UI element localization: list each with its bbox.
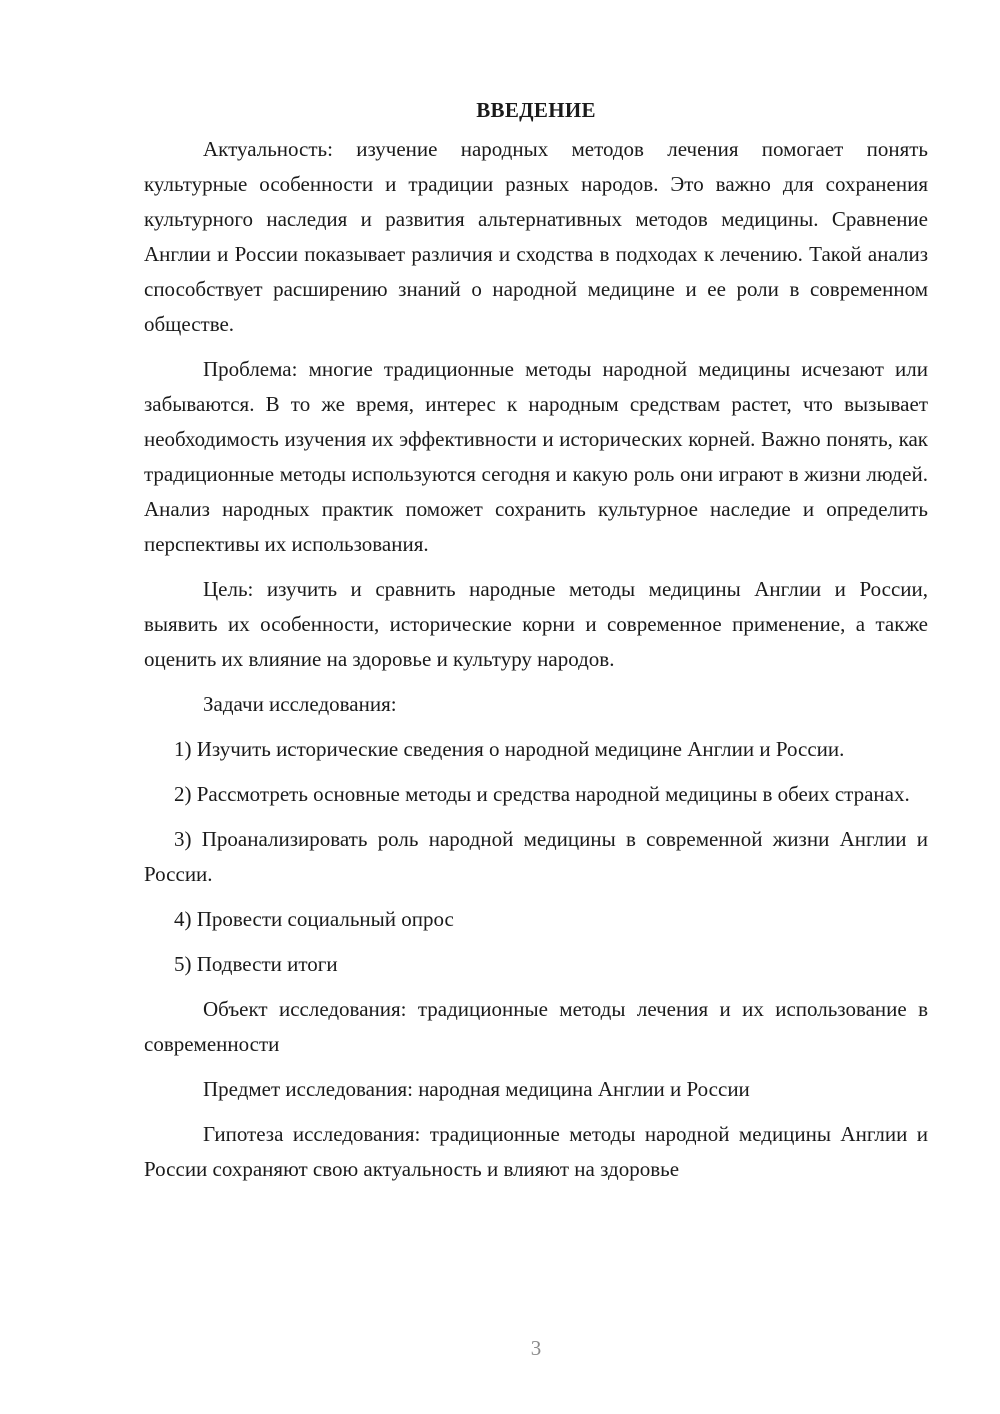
- relevance-paragraph: Актуальность: изучение народных методов лечения помогает понять культурные особенности и традиции разных народов. Это важно для сохранения культурного наследия и развития альтернативных методов медицины. Сравнение Англии и России показывает различия и сходства в подходах к лечению. Такой анализ способствует расширению знаний о народной медицине и ее роли в современном обществе.: [144, 137, 928, 336]
- task-item-4: 4) Провести социальный опрос: [174, 907, 454, 931]
- problem-paragraph: Проблема: многие традиционные методы народной медицины исчезают или забываются. В то же время, интерес к народным средствам растет, что вызывает необходимость изучения их эффективности и исторических корней. Важно понять, как традиционные методы используются сегодня и какую роль они играют в жизни людей. Анализ народных практик поможет сохранить культурное наследие и определить перспективы их использования.: [144, 357, 928, 556]
- task-item-2: 2) Рассмотреть основные методы и средства народной медицины в обеих странах.: [174, 782, 910, 806]
- hypothesis-paragraph: Гипотеза исследования: традиционные методы народной медицины Англии и России сохраняют свою актуальность и влияют на здоровье: [144, 1122, 928, 1181]
- task-item-5: 5) Подвести итоги: [174, 952, 338, 976]
- task-item-3: 3) Проанализировать роль народной медицины в современной жизни Англии и России.: [144, 827, 928, 886]
- tasks-title: Задачи исследования:: [203, 692, 397, 716]
- goal-paragraph: Цель: изучить и сравнить народные методы медицины Англии и России, выявить их особенности, исторические корни и современное применение, а также оценить их влияние на здоровье и культуру народов.: [144, 577, 928, 671]
- page-content: [144, 92, 928, 1187]
- object-paragraph: Объект исследования: традиционные методы лечения и их использование в современности: [144, 997, 928, 1056]
- subject-paragraph: Предмет исследования: народная медицина Англии и России: [203, 1077, 750, 1101]
- section-heading: ВВЕДЕНИЕ: [476, 98, 596, 122]
- page-number: 3: [530, 1336, 542, 1360]
- task-item-1: 1) Изучить исторические сведения о народной медицине Англии и России.: [174, 737, 845, 761]
